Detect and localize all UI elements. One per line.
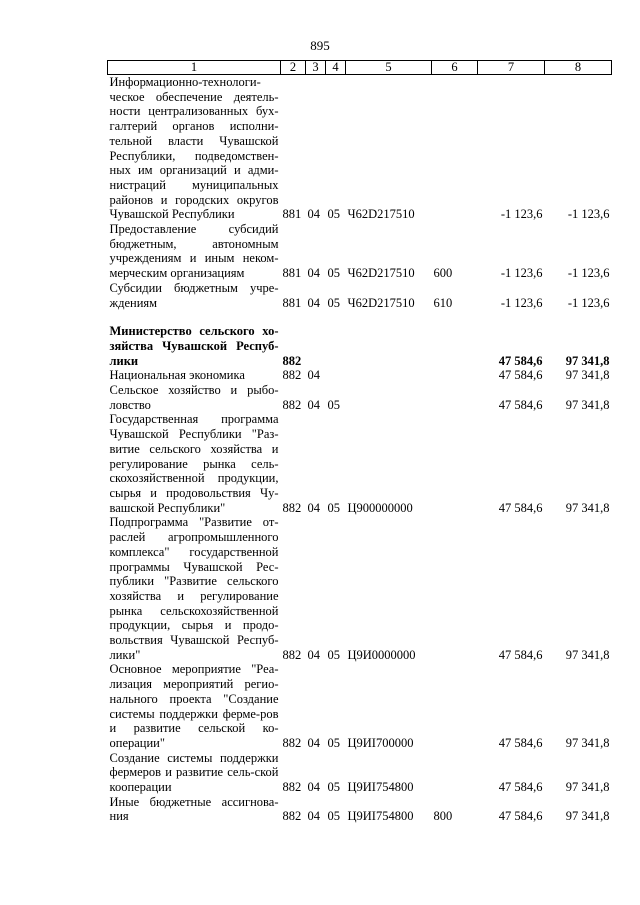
row-amount-col7-cell: -1 123,6 [500, 295, 543, 310]
row-amount-col7-cell: 47 584,6 [498, 780, 543, 795]
row-expense-type-cell [432, 751, 478, 795]
row-section-cell: 04 [307, 647, 320, 662]
row-section-cell: 04 [307, 368, 320, 383]
row-target-article-cell: Ц9И0000000 [347, 647, 416, 662]
row-code-cell: 881 [282, 207, 302, 222]
row-amount-col7-cell: -1 123,6 [500, 266, 543, 281]
row-expense-type-cell [432, 662, 478, 750]
row-code-cell: 882 [282, 647, 302, 662]
row-expense-type-cell [432, 383, 478, 412]
table-row [108, 662, 612, 750]
row-code-cell: 882 [282, 500, 302, 515]
row-section-cell: 04 [307, 809, 320, 824]
row-code-cell: 881 [282, 266, 302, 281]
table-row [108, 515, 612, 662]
row-subsection-cell: 05 [327, 735, 340, 750]
row-amount-col8-cell: -1 123,6 [567, 295, 610, 310]
row-amount-col8-cell: 97 341,8 [565, 735, 610, 750]
row-amount-col7-cell: 47 584,6 [498, 809, 543, 824]
row-expense-type-cell [432, 368, 478, 383]
row-section-cell: 04 [307, 780, 320, 795]
row-subsection-cell: 05 [327, 647, 340, 662]
row-section-cell: 04 [307, 735, 320, 750]
row-section-cell: 04 [307, 266, 320, 281]
row-target-article-cell: Ц900000000 [347, 500, 413, 515]
row-section-cell: 04 [307, 295, 320, 310]
row-subsection-cell: 05 [327, 500, 340, 515]
row-code-cell: 882 [282, 353, 302, 368]
row-subsection-cell [326, 324, 346, 368]
row-name-cell: Основное мероприятие "Реа-лизация мероприятий регио-нального проекта "Создание системы поддержки ферме-ров и развитие сельской ко-операции" [109, 662, 279, 750]
row-name-cell: Предоставление субсидий бюджетным, автономным учреждениям и иным неком-мерческим организациям [109, 222, 279, 281]
row-amount-col7-cell: 47 584,6 [498, 647, 543, 662]
table-row [108, 281, 612, 310]
row-section-cell [306, 324, 326, 368]
table-row [108, 412, 612, 515]
row-subsection-cell: 05 [327, 207, 340, 222]
row-target-article-cell: Ч62D217510 [347, 207, 415, 222]
row-code-cell: 882 [282, 780, 302, 795]
row-subsection-cell [326, 368, 346, 383]
row-name-cell: Национальная экономика [109, 368, 245, 383]
row-name-cell: Иные бюджетные ассигнова-ния [109, 794, 279, 824]
row-amount-col8-cell: 97 341,8 [565, 353, 610, 368]
row-amount-col8-cell: 97 341,8 [565, 500, 610, 515]
header-cell: 8 [545, 61, 612, 75]
row-amount-col7-cell: -1 123,6 [500, 207, 543, 222]
row-subsection-cell: 05 [327, 397, 340, 412]
row-expense-type-cell [432, 324, 478, 368]
row-name-cell: Информационно-технологи-ческое обеспечение деятель-ности централизованных бух-галтерий органов исполни-тельной власти Чувашской Республики, подведомствен-ных им организаций и адми-нистраций муниципальных районов и городских округов Чувашской Республики [109, 75, 279, 222]
table-header-row [108, 61, 612, 75]
row-name-cell: Министерство сельского хо-зяйства Чувашской Респуб-лики [109, 324, 279, 368]
header-cell: 6 [432, 61, 478, 75]
row-expense-type-cell [432, 75, 478, 223]
row-amount-col8-cell: 97 341,8 [565, 809, 610, 824]
row-target-article-cell: Ц9ИI754800 [347, 780, 414, 795]
row-target-article-cell: Ч62D217510 [347, 295, 415, 310]
header-cell: 2 [281, 61, 306, 75]
row-amount-col7-cell: 47 584,6 [498, 500, 543, 515]
row-target-article-cell: Ц9ИI700000 [347, 735, 414, 750]
page-number: 895 [310, 38, 330, 53]
row-amount-col7-cell: 47 584,6 [498, 735, 543, 750]
row-amount-col7-cell: 47 584,6 [498, 353, 543, 368]
row-amount-col8-cell: 97 341,8 [565, 397, 610, 412]
row-code-cell: 881 [282, 295, 302, 310]
row-amount-col7-cell: 47 584,6 [498, 397, 543, 412]
row-name-cell: Сельское хозяйство и рыбо-ловство [109, 383, 279, 412]
row-section-cell: 04 [307, 397, 320, 412]
table-row [108, 383, 612, 412]
header-cell: 1 [108, 61, 281, 75]
row-amount-col7-cell: 47 584,6 [498, 368, 543, 383]
row-subsection-cell: 05 [327, 809, 340, 824]
row-section-cell: 04 [307, 500, 320, 515]
spacer-row [108, 310, 612, 324]
row-target-article-cell [346, 383, 432, 412]
row-expense-type-cell: 800 [433, 809, 453, 824]
row-target-article-cell: Ц9ИI754800 [347, 809, 414, 824]
table-row [108, 751, 612, 795]
row-expense-type-cell [432, 412, 478, 515]
header-cell: 3 [306, 61, 326, 75]
table-row [108, 75, 612, 223]
row-subsection-cell: 05 [327, 266, 340, 281]
row-name-cell: Подпрограмма "Развитие от-раслей агропромышленного комплекса" государственной программы Чувашской Рес-публики "Развитие сельского хозяйства и регулирование рынка сельскохозяйственной продукции, сырья и продо-вольствия Чувашской Респуб-лики" [109, 515, 279, 662]
header-cell: 7 [478, 61, 545, 75]
row-code-cell: 882 [282, 735, 302, 750]
row-amount-col8-cell: -1 123,6 [567, 266, 610, 281]
row-target-article-cell: Ч62D217510 [347, 266, 415, 281]
row-target-article-cell [346, 324, 432, 368]
row-expense-type-cell: 610 [433, 295, 453, 310]
row-amount-col8-cell: 97 341,8 [565, 647, 610, 662]
header-cell: 5 [346, 61, 432, 75]
header-cell: 4 [326, 61, 346, 75]
table-row [108, 222, 612, 281]
row-name-cell: Создание системы поддержки фермеров и развитие сель-ской кооперации [109, 750, 279, 795]
row-code-cell: 882 [282, 809, 302, 824]
row-name-cell: Государственная программа Чувашской Республики "Раз-витие сельского хозяйства и регулирование рынка сель-скохозяйственной продукции, сырья и продовольствия Чу-вашской Республики" [109, 412, 279, 515]
row-section-cell: 04 [307, 207, 320, 222]
row-expense-type-cell: 600 [433, 266, 453, 281]
budget-table [107, 60, 612, 824]
table-row [108, 324, 612, 368]
spacer-cell [108, 310, 612, 324]
row-amount-col8-cell: 97 341,8 [565, 368, 610, 383]
row-amount-col8-cell: -1 123,6 [567, 207, 610, 222]
row-code-cell: 882 [282, 368, 302, 383]
row-name-cell: Субсидии бюджетным учре-ждениям [109, 280, 279, 310]
row-subsection-cell: 05 [327, 780, 340, 795]
row-subsection-cell: 05 [327, 295, 340, 310]
row-target-article-cell [346, 368, 432, 383]
row-code-cell: 882 [282, 397, 302, 412]
table-row [108, 368, 612, 383]
row-expense-type-cell [432, 515, 478, 662]
table-row [108, 795, 612, 824]
row-amount-col8-cell: 97 341,8 [565, 780, 610, 795]
